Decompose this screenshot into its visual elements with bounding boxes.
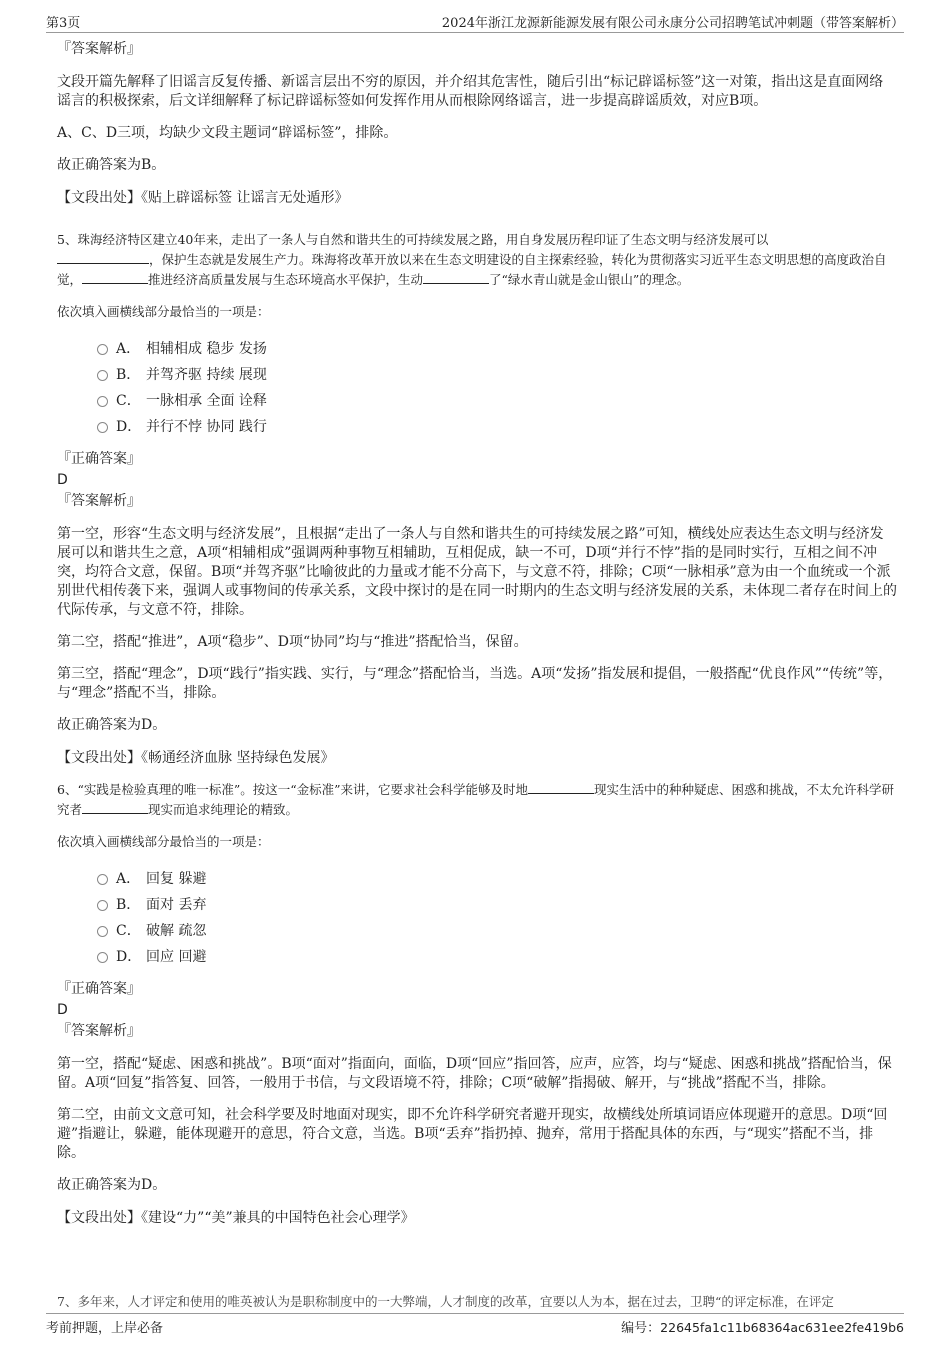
- q5-stem-part-a: 5、珠海经济特区建立40年来，走出了一条人与自然和谐共生的可持续发展之路，用自身发展历程印证了生态文明与经济发展可以: [57, 232, 769, 247]
- q5-blank-1: [57, 251, 149, 264]
- footer-code-label: 编号：: [621, 1321, 661, 1336]
- radio-icon[interactable]: [97, 370, 108, 381]
- radio-icon[interactable]: [97, 952, 108, 963]
- option-letter: B．: [116, 897, 141, 913]
- page-header: [46, 10, 904, 33]
- q6-stem: [57, 780, 897, 820]
- q6-blank-2: [82, 801, 148, 814]
- option-text: 破解 疏忽: [146, 923, 207, 939]
- footer-code-value: 22645fa1c11b68364ac631ee2fe419b6: [660, 1320, 904, 1335]
- q5-prompt: 依次填入画横线部分最恰当的一项是：: [57, 304, 270, 319]
- q5-blank-3: [423, 271, 489, 284]
- q6-stem-part-b: 现实生活中的种种疑虑、困惑和挑战，不太允许科学研究者: [57, 782, 895, 817]
- q5-option-b[interactable]: [97, 362, 897, 388]
- q5-analysis-label: 『答案解析』: [57, 493, 141, 509]
- option-text: 一脉相承 全面 诠释: [146, 393, 267, 409]
- q6-stem-part-a: 6、“实践是检验真理的唯一标准”。按这一“金标准”来讲，它要求社会科学能够及时地: [57, 782, 529, 797]
- radio-icon[interactable]: [97, 344, 108, 355]
- q6-answer-statement: 故正确答案为D。: [57, 1177, 167, 1193]
- q5-option-d[interactable]: [97, 414, 897, 440]
- q4-source: 【文段出处】《贴上辟谣标签 让谣言无处遁形》: [57, 190, 349, 206]
- option-text: 回复 躲避: [146, 871, 207, 887]
- q6-options: [97, 866, 897, 970]
- option-letter: C．: [116, 923, 141, 939]
- q5-stem: [57, 230, 897, 290]
- footer-slogan: 考前押题，上岸必备: [46, 1321, 164, 1336]
- q6-analysis-paragraph-2: 第二空，由前文文意可知，社会科学要及时地面对现实，即不允许科学研究者避开现实，故横线处所填词语应体现避开的意思。D项“回避”指避让，躲避，能体现避开的意思，符合文意，当选。B项“丢弃”指扔掉、抛弃，常用于搭配具体的东西，与“现实”搭配不当，排除。: [57, 1107, 888, 1161]
- q6-analysis-paragraph-1: 第一空，搭配“疑虑、困惑和挑战”。B项“面对”指面向，面临，D项“回应”指回答，应声，应答，均与“疑虑、困惑和挑战”搭配恰当，保留。A项“回复”指答复、回答，一般用于书信，与文段语境不符，排除；C项“破解”指揭破、解开，与“挑战”搭配不当，排除。: [57, 1056, 892, 1091]
- q6-prompt: 依次填入画横线部分最恰当的一项是：: [57, 834, 270, 849]
- option-text: 回应 回避: [146, 949, 207, 965]
- q6-source: 【文段出处】《建设“力”“美”兼具的中国特色社会心理学》: [57, 1210, 415, 1226]
- option-text: 相辅相成 稳步 发扬: [146, 341, 267, 357]
- q5-option-a[interactable]: [97, 336, 897, 362]
- q6-option-c[interactable]: [97, 918, 897, 944]
- radio-icon[interactable]: [97, 926, 108, 937]
- q5-option-c[interactable]: [97, 388, 897, 414]
- radio-icon[interactable]: [97, 900, 108, 911]
- radio-icon[interactable]: [97, 396, 108, 407]
- q7-partial-line: 7、多年来，人才评定和使用的唯英被认为是职称制度中的一大弊端，人才制度的改革，宜要以人为本，据在过去，卫聘“的评定标准，在评定: [57, 1294, 834, 1309]
- option-text: 面对 丢弃: [146, 897, 207, 913]
- option-letter: D．: [116, 949, 142, 965]
- q4-analysis-paragraph-1: 文段开篇先解释了旧谣言反复传播、新谣言层出不穷的原因，并介绍其危害性，随后引出“标记辟谣标签”这一对策，指出这是直面网络谣言的积极探索，后文详细解释了标记辟谣标签如何发挥作用从而根除网络谣言，进一步提高辟谣质效，对应B项。: [57, 74, 884, 109]
- q6-analysis-label: 『答案解析』: [57, 1023, 141, 1039]
- option-letter: B．: [116, 367, 141, 383]
- q6-stem-part-c: 现实而追求纯理论的精致。: [148, 802, 299, 817]
- q5-stem-part-d: 了“绿水青山就是金山银山”的理念。: [489, 272, 690, 287]
- page-number: 第3页: [46, 16, 81, 31]
- option-text: 并驾齐驱 持续 展现: [146, 367, 267, 383]
- radio-icon[interactable]: [97, 422, 108, 433]
- q5-analysis-paragraph-2: 第二空，搭配“推进”，A项“稳步”、D项“协同”均与“推进”搭配恰当，保留。: [57, 634, 528, 650]
- option-letter: A．: [116, 871, 141, 887]
- q5-correct-label: 『正确答案』: [57, 451, 141, 467]
- q5-analysis-paragraph-3: 第三空，搭配“理念”，D项“践行”指实践、实行，与“理念”搭配恰当，当选。A项“发扬”指发展和提倡，一般搭配“优良作风”“传统”等，与“理念”搭配不当，排除。: [57, 666, 893, 701]
- q6-option-a[interactable]: [97, 866, 897, 892]
- option-letter: D．: [116, 419, 142, 435]
- q6-blank-1: [528, 781, 594, 794]
- q5-correct-answer: D: [57, 472, 68, 488]
- document-title: 2024年浙江龙源新能源发展有限公司永康分公司招聘笔试冲刺题（带答案解析）: [441, 16, 904, 31]
- option-letter: A．: [116, 341, 141, 357]
- q5-stem-part-b: ，保护生态就是发展生产力。珠海将改革开放以来在生态文明建设的自主探索经验，转化为贯彻落实习近平生态文明思想的高度政治自觉，: [57, 252, 887, 287]
- q4-answer-statement: 故正确答案为B。: [57, 157, 166, 173]
- q4-analysis-paragraph-2: A、C、D三项，均缺少文段主题词“辟谣标签”，排除。: [57, 125, 398, 141]
- q5-blank-2: [82, 271, 148, 284]
- option-text: 并行不悖 协同 践行: [146, 419, 267, 435]
- q5-options: [97, 336, 897, 440]
- q6-correct-answer: D: [57, 1002, 68, 1018]
- q5-source: 【文段出处】《畅通经济血脉 坚持绿色发展》: [57, 750, 335, 766]
- radio-icon[interactable]: [97, 874, 108, 885]
- page-footer: [46, 1313, 904, 1334]
- q6-option-b[interactable]: [97, 892, 897, 918]
- q5-stem-part-c: 推进经济高质量发展与生态环境高水平保护，生动: [148, 272, 424, 287]
- page-content: [57, 40, 897, 1250]
- q5-analysis-paragraph-1: 第一空，形容“生态文明与经济发展”，且根据“走出了一条人与自然和谐共生的可持续发展之路”可知，横线处应表达生态文明与经济发展可以和谐共生之意，A项“相辅相成”强调两种事物互相辅助，互相促成，缺一不可，D项“并行不悖”指的是同时实行，互相之间不冲突，均符合文意，保留。B项“并驾齐驱”比喻彼此的力量或才能不分高下，与文意不符，排除；C项“一脉相承”意为由一个血统或一个派别世代相传袭下来，强调人或事物间的传承关系，文段中探讨的是在同一时期内的生态文明与经济发展的关系，未体现二者存在时间上的代际传承，与文意不符，排除。: [57, 526, 897, 618]
- q5-answer-statement: 故正确答案为D。: [57, 717, 167, 733]
- option-letter: C．: [116, 393, 141, 409]
- footer-code: [621, 1317, 904, 1336]
- q6-option-d[interactable]: [97, 944, 897, 970]
- q4-analysis-label: 『答案解析』: [57, 41, 141, 57]
- q6-correct-label: 『正确答案』: [57, 981, 141, 997]
